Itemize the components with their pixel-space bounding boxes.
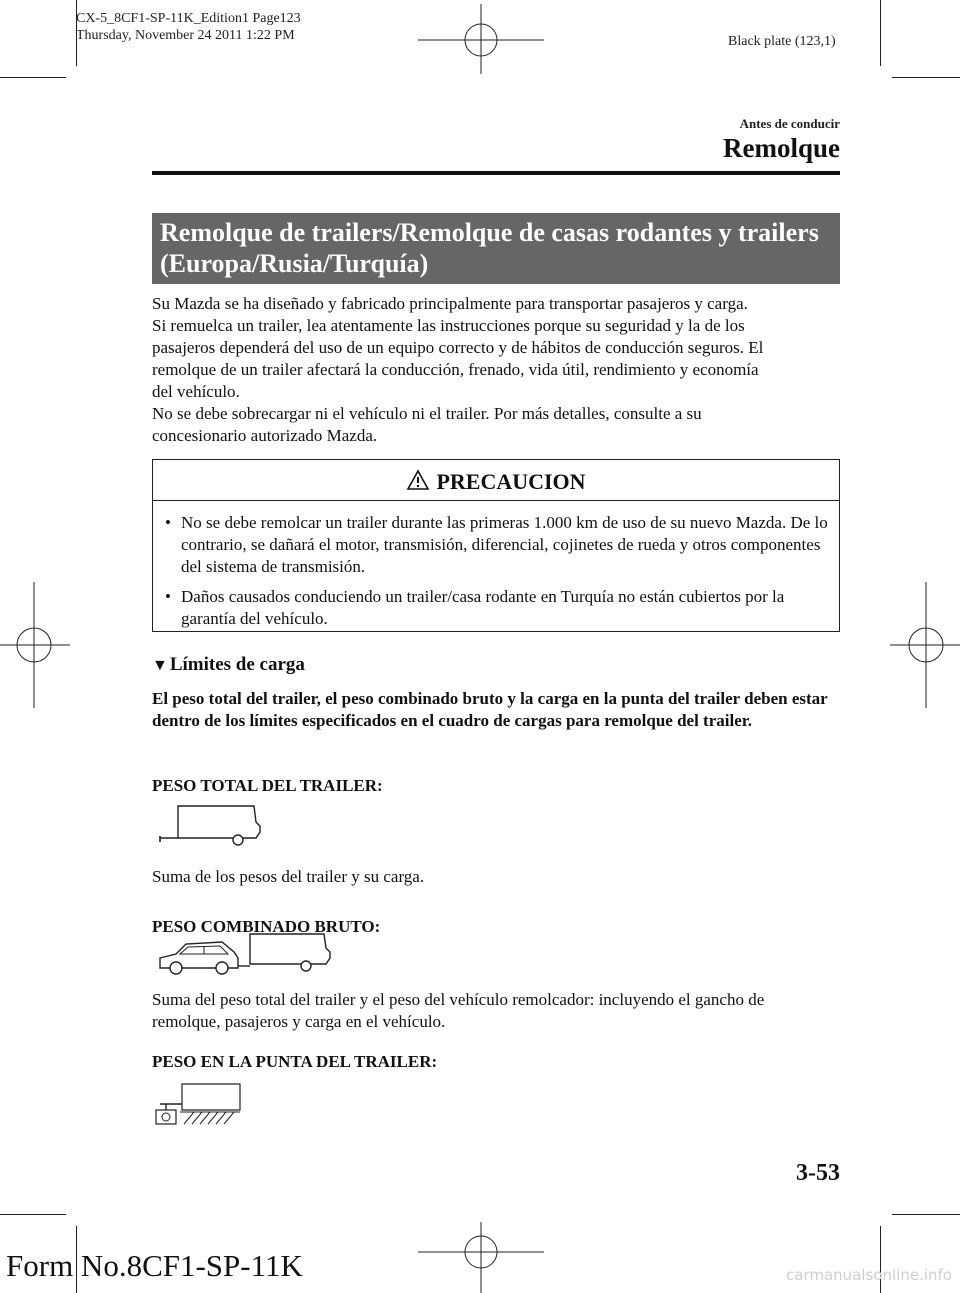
page-title [160, 217, 840, 279]
plate-label: Black plate (123,1) [728, 34, 836, 49]
caution-item: • Daños causados conduciendo un trailer/casa rodante en Turquía no están cubiertos por la garantía del vehículo. [163, 586, 833, 630]
gross-weight-label: PESO COMBINADO BRUTO: [152, 917, 381, 936]
title-band [152, 213, 840, 284]
tongue-weight-scale-illustration [150, 1080, 242, 1130]
trailer-illustration [158, 802, 270, 848]
registration-mark-right [890, 582, 960, 708]
warning-triangle-icon [406, 469, 430, 491]
intro-line: concesionario autorizado Mazda. [152, 426, 378, 445]
intro-line: remolque de un trailer afectará la conducción, frenado, vida útil, rendimiento y economía [152, 360, 759, 379]
limits-heading-text: Límites de carga [169, 654, 305, 675]
registration-mark-top [418, 4, 544, 74]
section-label: Antes de conducir [739, 116, 840, 131]
registration-mark-left [0, 582, 70, 708]
total-weight-description: Suma de los pesos del trailer y su carga. [152, 867, 425, 886]
gross-desc-line: remolque, pasajeros y carga en el vehículo. [152, 1012, 446, 1031]
page-number: 3-53 [796, 1160, 840, 1186]
print-meta-line2: Thursday, November 24 2011 1:22 PM [76, 28, 295, 43]
page-title-line2: (Europa/Rusia/Turquía) [160, 249, 429, 278]
gross-desc-line: Suma del peso total del trailer y el peso del vehículo remolcador: incluyendo el gancho de [152, 990, 765, 1009]
caution-header [153, 460, 839, 501]
section-title: Remolque [723, 133, 840, 163]
car-with-trailer-illustration [156, 928, 338, 980]
crop-mark-br-h [892, 1214, 960, 1215]
total-weight-label: PESO TOTAL DEL TRAILER: [152, 776, 383, 795]
watermark: carmanualsonline.info [786, 1266, 952, 1284]
page-title-line1: Remolque de trailers/Remolque de casas rodantes y trailers [160, 218, 819, 247]
print-meta [76, 10, 301, 44]
intro-paragraph [152, 293, 842, 447]
tongue-weight-label: PESO EN LA PUNTA DEL TRAILER: [152, 1052, 438, 1071]
limits-heading [152, 654, 305, 676]
form-number: Form No.8CF1-SP-11K [6, 1248, 303, 1283]
registration-mark-bottom [418, 1222, 544, 1293]
header-rule [152, 171, 840, 175]
limits-intro: El peso total del trailer, el peso combinado bruto y la carga en la punta del trailer deben estar dentro de los límites especificados en el cuadro de cargas para remolque del trailer. [152, 689, 828, 730]
crop-mark-tl-h [0, 77, 66, 78]
caution-box [152, 459, 840, 632]
caution-item: • No se debe remolcar un trailer durante las primeras 1.000 km de uso de su nuevo Mazda. De lo contrario, se dañará el motor, transmisión, diferencial, cojinetes de rueda y otros componentes del sistema de transmisión. [163, 512, 833, 578]
intro-line: No se debe sobrecargar ni el vehículo ni el trailer. Por más detalles, consulte a su [152, 404, 702, 423]
caution-heading: PRECAUCION [436, 469, 586, 494]
intro-line: del vehículo. [152, 382, 240, 401]
intro-line: pasajeros dependerá del uso de un equipo correcto y de hábitos de conducción seguros. El [152, 338, 764, 357]
intro-line: Si remuelca un trailer, lea atentamente las instrucciones porque su seguridad y la de los [152, 316, 745, 335]
intro-line: Su Mazda se ha diseñado y fabricado principalmente para transportar pasajeros y carga. [152, 294, 748, 313]
down-triangle-icon: ▼ [152, 657, 168, 674]
caution-list [163, 512, 833, 638]
print-meta-line1: CX-5_8CF1-SP-11K_Edition1 Page123 [76, 11, 301, 26]
crop-mark-bl-h [0, 1214, 66, 1215]
crop-mark-tr-v [880, 0, 881, 66]
gross-weight-description [152, 989, 842, 1033]
crop-mark-tr-h [892, 77, 960, 78]
